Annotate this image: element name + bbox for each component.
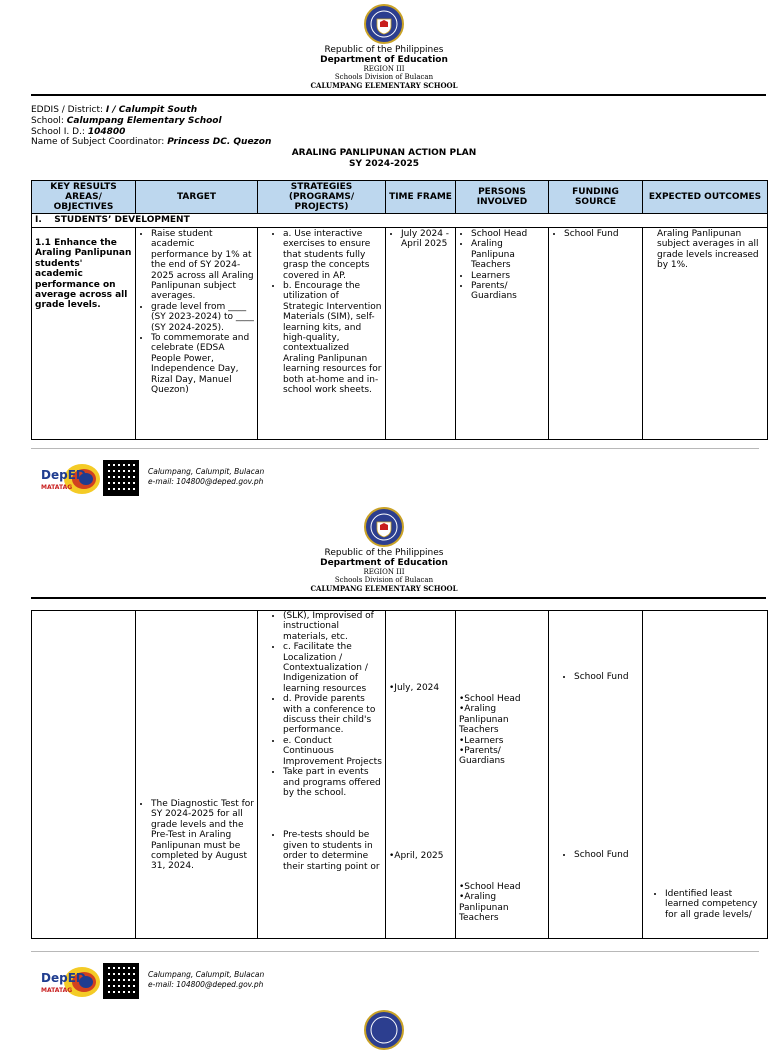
strategy-item: • Take part in events and programs offered by the school.	[283, 767, 382, 798]
person-item: • Parents/ Guardians	[471, 281, 545, 302]
footer-address	[148, 970, 264, 989]
outcome-item: • Identified least learned competency for all grade levels/	[665, 889, 764, 920]
letterhead-department: Department of Education	[320, 558, 448, 568]
letterhead-republic: Republic of the Philippines	[324, 45, 444, 55]
target-item: • Raise student academic performance by 1% at the end of SY 2024-2025 across all Araling Panlipunan subject averages.	[151, 229, 254, 302]
time-frame-cell	[386, 611, 456, 939]
plan-title-line1: ARALING PANLIPUNAN ACTION PLAN	[291, 148, 477, 158]
table-row	[32, 228, 768, 440]
schoolid-label: School I. D.:	[31, 126, 85, 137]
qr-code-icon	[103, 460, 139, 496]
footer-email: e-mail: 104800@deped.gov.ph	[148, 476, 264, 486]
target-item: • grade level from ____ (SY 2023-2024) to ____ (SY 2024-2025).	[151, 302, 254, 333]
letterhead-division: Schools Division of Bulacan	[334, 576, 434, 584]
coordinator-value: Princess DC. Quezon	[167, 137, 272, 148]
school-value: Calumpang Elementary School	[66, 115, 222, 126]
header-rule	[31, 597, 766, 599]
time-item: •April, 2025	[389, 851, 444, 862]
footer-address-line: Calumpang, Calumpit, Bulacan	[148, 467, 265, 476]
target-cell	[136, 228, 258, 440]
header-outcomes: EXPECTED OUTCOMES	[643, 181, 768, 214]
header-time-frame: TIME FRAME	[386, 181, 456, 214]
district-value: I / Calumpit South	[105, 105, 198, 115]
deped-seal-icon	[364, 1010, 404, 1050]
persons-group: •School Head •Araling Panlipunan Teachers •Learners •Parents/ Guardians	[459, 694, 521, 767]
time-frame-cell	[386, 228, 456, 440]
strategy-item: • d. Provide parents with a conference to discuss their child's performance.	[283, 694, 382, 736]
header-persons: PERSONS INVOLVED	[456, 181, 549, 214]
persons-cell	[456, 611, 549, 939]
target-item: • The Diagnostic Test for SY 2024-2025 for all grade levels and the Pre-Test in Araling Panlipunan must be completed by August 31, 2024.	[151, 799, 254, 872]
letterhead	[0, 45, 768, 90]
schoolid-line	[31, 127, 271, 138]
school-label: School:	[31, 115, 64, 126]
deped-seal-icon	[364, 507, 404, 547]
info-block	[31, 105, 271, 148]
header-funding: FUNDING SOURCE	[549, 181, 643, 214]
person-item: • Learners	[471, 271, 545, 281]
letterhead-republic: Republic of the Philippines	[324, 548, 444, 558]
persons-cell	[456, 228, 549, 440]
letterhead-department: Department of Education	[320, 55, 448, 65]
page-separator	[31, 448, 759, 449]
qr-code-icon	[103, 963, 139, 999]
section-title: I. STUDENTS’ DEVELOPMENT	[32, 214, 768, 228]
logo-text: DepED	[41, 468, 86, 482]
outcome-cell: Araling Panlipunan subject averages in all grade levels increased by 1%.	[643, 228, 768, 440]
plan-title	[0, 148, 768, 170]
header-strategies: STRATEGIES (PROGRAMS/ PROJECTS)	[258, 181, 386, 214]
header-target: TARGET	[136, 181, 258, 214]
letterhead-region: REGION III	[363, 65, 405, 73]
strategy-item: • a. Use interactive exercises to ensure that students fully grasp the concepts covered in AP.	[283, 229, 382, 281]
district-line	[31, 105, 271, 116]
section-row	[32, 214, 768, 228]
letterhead-school: CALUMPANG ELEMENTARY SCHOOL	[310, 81, 458, 90]
kra-cell: 1.1 Enhance the Araling Panlipunan students' academic performance on average across all grade levels.	[32, 228, 136, 440]
strategies-cell	[258, 228, 386, 440]
footer-address	[148, 467, 264, 486]
action-plan-table	[31, 180, 768, 440]
time-item: •July, 2024	[389, 683, 440, 693]
strategies-cell	[258, 611, 386, 939]
strategy-item: • Pre-tests should be given to students in order to determine their starting point or	[283, 830, 382, 872]
logo-subtext: MATATAG	[41, 484, 73, 491]
deped-matatag-logo-icon	[40, 462, 100, 496]
funding-cell	[549, 611, 643, 939]
kra-cell	[32, 611, 136, 939]
footer-address-line: Calumpang, Calumpit, Bulacan	[148, 970, 265, 979]
footer-logo-block	[40, 458, 140, 498]
coordinator-line	[31, 137, 271, 148]
header-rule	[31, 94, 766, 96]
letterhead-school: CALUMPANG ELEMENTARY SCHOOL	[310, 584, 458, 593]
letterhead	[0, 548, 768, 593]
strategy-item: • c. Facilitate the Localization / Contextualization / Indigenization of learning resources	[283, 642, 382, 694]
logo-subtext: MATATAG	[41, 987, 73, 994]
letterhead-region: REGION III	[363, 568, 405, 576]
logo-text: DepED	[41, 971, 86, 985]
persons-group: •School Head •Araling Panlipunan Teachers	[459, 881, 521, 924]
school-line	[31, 116, 271, 127]
strategy-item: • b. Encourage the utilization of Strategic Intervention Materials (SIM), self-learning kits, and high-quality, contextualized Araling Panlipunan learning resources for both at-home and in-school work sheets.	[283, 281, 382, 395]
funding-cell	[549, 228, 643, 440]
table-header-row	[32, 181, 768, 214]
target-cell	[136, 611, 258, 939]
strategy-item: • e. Conduct Continuous Improvement Projects	[283, 736, 382, 767]
strategy-item: • (SLK), Improvised of instructional materials, etc.	[283, 611, 382, 642]
footer-email: e-mail: 104800@deped.gov.ph	[148, 979, 264, 989]
letterhead-division: Schools Division of Bulacan	[334, 73, 434, 81]
action-plan-table-continued	[31, 610, 768, 939]
target-item: • To commemorate and celebrate (EDSA People Power, Independence Day, Rizal Day, Manuel Quezon)	[151, 333, 254, 395]
table-row	[32, 611, 768, 939]
page-separator	[31, 951, 759, 952]
coordinator-label: Name of Subject Coordinator:	[31, 137, 165, 148]
header-kra: KEY RESULTS AREAS/ OBJECTIVES	[32, 181, 136, 214]
funding-item: • School Fund	[574, 672, 639, 682]
person-item: • Araling Panlipuna Teachers	[471, 239, 545, 270]
plan-title-line2: SY 2024-2025	[349, 159, 419, 169]
time-item: • July 2024 - April 2025	[401, 229, 452, 250]
funding-item: • School Fund	[564, 229, 639, 239]
footer-logo-block	[40, 961, 140, 1001]
district-label: EDDIS / District:	[31, 105, 104, 115]
deped-seal-icon	[364, 4, 404, 44]
deped-matatag-logo-icon	[40, 965, 100, 999]
schoolid-value: 104800	[87, 126, 126, 137]
person-item: • School Head	[471, 229, 545, 239]
funding-item: • School Fund	[574, 850, 639, 860]
outcome-cell	[643, 611, 768, 939]
